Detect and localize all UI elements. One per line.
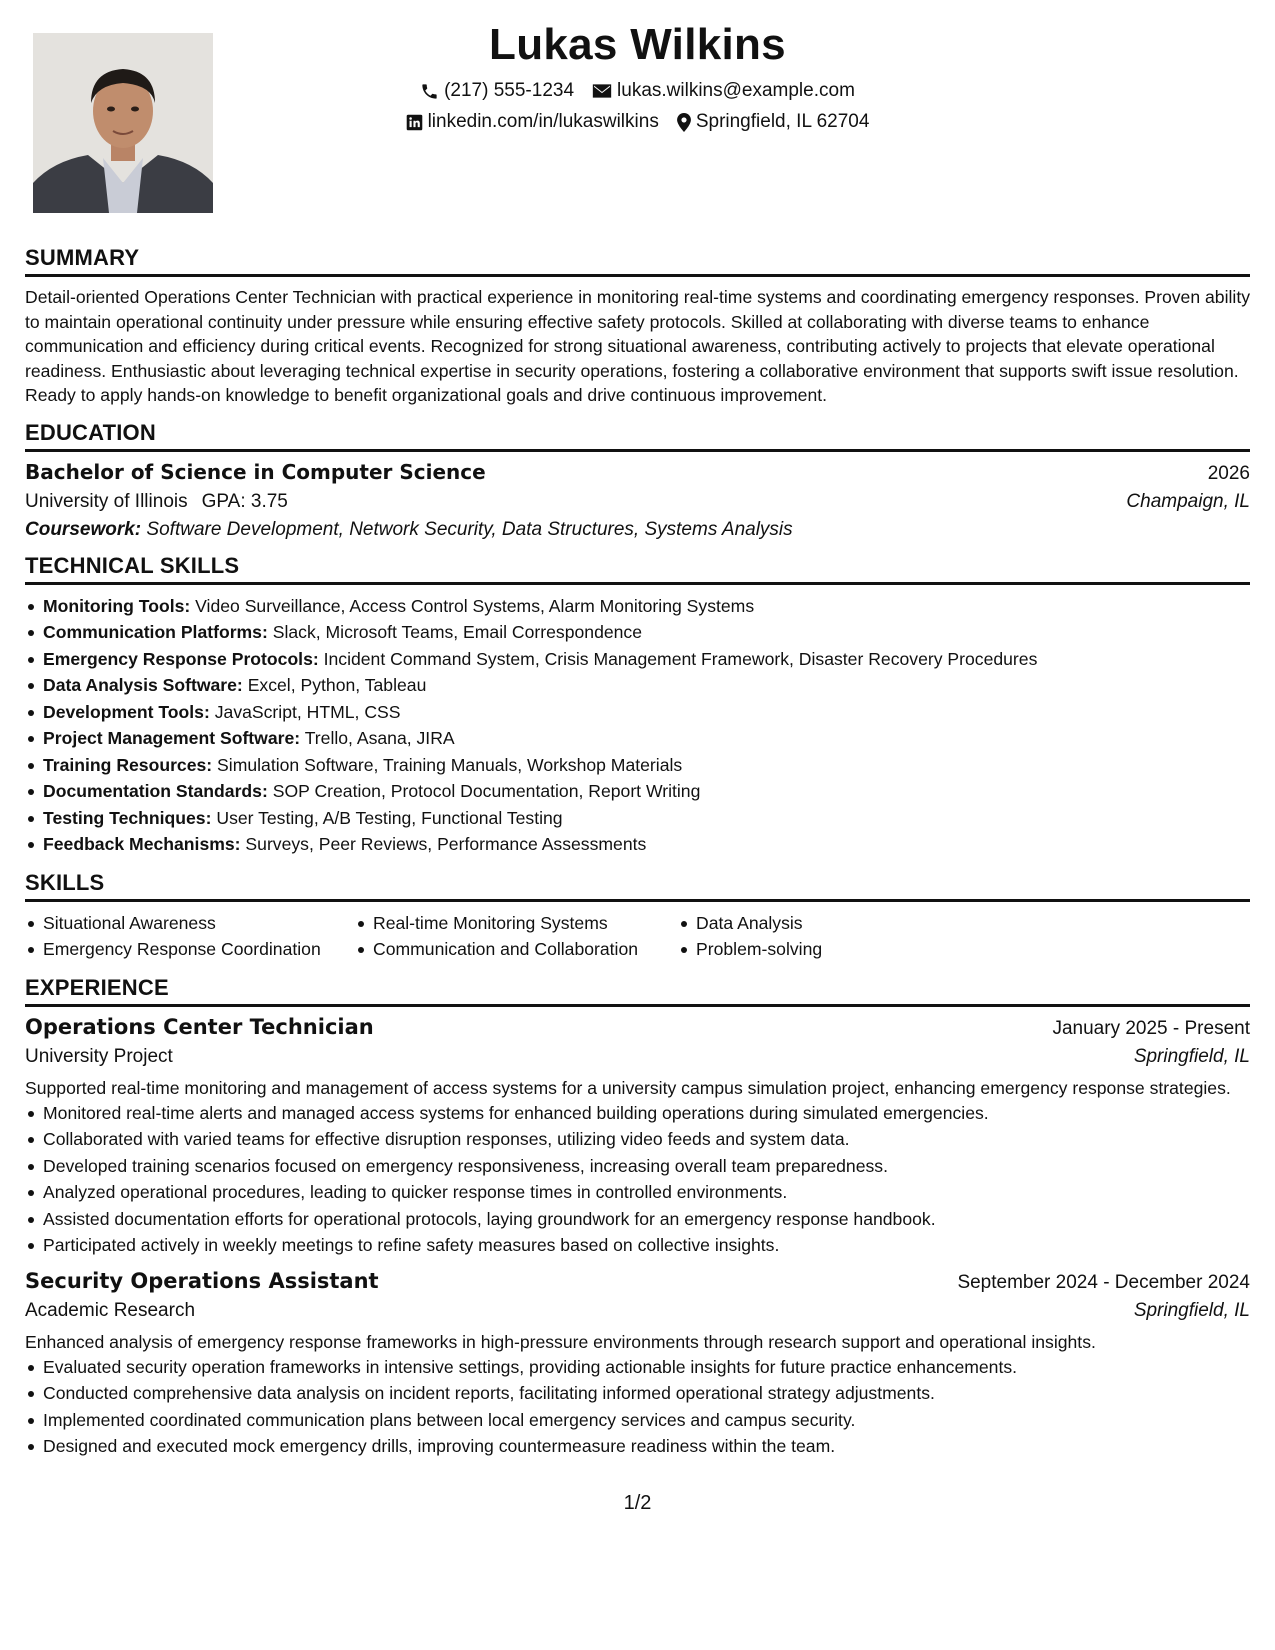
list-item — [25, 725, 1250, 752]
job-description: Enhanced analysis of emergency response frameworks in high-pressure environments through research support and operational insights. — [25, 1331, 1096, 1352]
skill-value: Trello, Asana, JIRA — [304, 728, 455, 748]
skill-label: Data Analysis Software: — [43, 675, 243, 695]
job-header — [25, 1015, 1250, 1040]
list-item — [25, 646, 1250, 673]
skill-value: Excel, Python, Tableau — [247, 675, 427, 695]
graduation-year: 2026 — [1207, 462, 1250, 484]
skill-label: Documentation Standards: — [43, 781, 268, 801]
skill-value: SOP Creation, Protocol Documentation, Report Writing — [272, 781, 701, 801]
list-item: Collaborated with varied teams for effective disruption responses, utilizing video feeds and system data. — [25, 1126, 1250, 1153]
education-row-2 — [25, 491, 1250, 513]
phone-text: (217) 555-1234 — [444, 80, 575, 101]
skills-section — [25, 870, 1250, 963]
list-item — [25, 699, 1250, 726]
list-item: Participated actively in weekly meetings to refine safety measures based on collective insights. — [25, 1232, 1250, 1259]
technical-skills-heading: TECHNICAL SKILLS — [25, 553, 1250, 585]
education-row-1 — [25, 460, 1250, 485]
list-item: Designed and executed mock emergency drills, improving countermeasure readiness within the team. — [25, 1433, 1250, 1460]
map-pin-icon — [677, 113, 691, 132]
contact-line-secondary — [0, 111, 1275, 133]
skill-value: User Testing, A/B Testing, Functional Testing — [216, 807, 563, 828]
contact-phone[interactable] — [420, 80, 574, 102]
skill-value: Simulation Software, Training Manuals, Workshop Materials — [217, 754, 683, 775]
job-org: Academic Research — [25, 1299, 196, 1321]
job-dates: January 2025 - Present — [1052, 1017, 1250, 1039]
list-item — [25, 593, 1250, 620]
job-title: Operations Center Technician — [25, 1014, 374, 1039]
technical-skills-list — [25, 593, 1250, 858]
coursework — [25, 519, 1250, 541]
list-item — [25, 831, 1250, 858]
skill-label: Training Resources: — [43, 754, 213, 775]
job-subheader — [25, 1046, 1250, 1068]
skill-item: Situational Awareness — [25, 910, 355, 937]
job-subheader — [25, 1300, 1250, 1322]
job-description: Supported real-time monitoring and management of access systems for a university campus simulation project, enhancing emergency response strategies. — [25, 1077, 1231, 1098]
list-item — [25, 778, 1250, 805]
skill-value: Slack, Microsoft Teams, Email Correspondence — [272, 622, 643, 642]
list-item — [25, 805, 1250, 832]
skill-label: Monitoring Tools: — [43, 595, 191, 616]
skill-label: Development Tools: — [43, 701, 210, 722]
job-entry — [25, 1269, 1250, 1460]
skill-value: Incident Command System, Crisis Management Framework, Disaster Recovery Procedures — [323, 648, 1038, 669]
linkedin-text: linkedin.com/in/lukaswilkins — [427, 111, 659, 132]
list-item — [25, 752, 1250, 779]
experience-heading: EXPERIENCE — [25, 975, 1250, 1007]
skill-label: Project Management Software: — [43, 728, 301, 748]
contact-location — [677, 111, 870, 133]
skill-label: Feedback Mechanisms: — [43, 834, 241, 854]
contact-email[interactable] — [592, 80, 855, 102]
page-indicator: 1/2 — [623, 1492, 652, 1514]
job-header — [25, 1269, 1250, 1294]
list-item: Assisted documentation efforts for operational protocols, laying groundwork for an emergency response handbook. — [25, 1206, 1250, 1233]
location-text: Springfield, IL 62704 — [695, 111, 870, 132]
list-item: Developed training scenarios focused on emergency responsiveness, increasing overall team preparedness. — [25, 1153, 1250, 1180]
school-location: Champaign, IL — [1126, 490, 1250, 512]
education-heading: EDUCATION — [25, 420, 1250, 452]
summary-section — [25, 245, 1250, 408]
gpa: GPA: 3.75 — [201, 490, 288, 512]
list-item: Conducted comprehensive data analysis on incident reports, facilitating informed operational strategy adjustments. — [25, 1380, 1250, 1407]
list-item — [25, 672, 1250, 699]
email-text: lukas.wilkins@example.com — [617, 80, 855, 101]
envelope-icon — [592, 83, 612, 99]
skill-item: Data Analysis — [678, 910, 978, 937]
education-section — [25, 420, 1250, 541]
list-item: Implemented coordinated communication plans between local emergency services and campus security. — [25, 1407, 1250, 1434]
skill-value: JavaScript, HTML, CSS — [214, 701, 401, 722]
coursework-list: Software Development, Network Security, Data Structures, Systems Analysis — [146, 518, 793, 540]
summary-heading: SUMMARY — [25, 245, 1250, 277]
school-info — [25, 491, 288, 513]
skill-item: Emergency Response Coordination — [25, 936, 355, 963]
resume-body — [25, 245, 1250, 1472]
contact-linkedin[interactable] — [406, 111, 659, 133]
list-item — [25, 619, 1250, 646]
linkedin-icon — [406, 114, 423, 131]
resume-header — [0, 0, 1275, 225]
job-entry — [25, 1015, 1250, 1259]
technical-skills-section — [25, 553, 1250, 858]
job-bullets — [25, 1354, 1250, 1460]
job-location: Springfield, IL — [1133, 1045, 1250, 1067]
job-org: University Project — [25, 1045, 173, 1067]
skill-label: Emergency Response Protocols: — [43, 648, 319, 669]
skills-grid — [25, 910, 1250, 963]
skills-heading: SKILLS — [25, 870, 1250, 902]
job-bullets — [25, 1100, 1250, 1259]
skill-value: Surveys, Peer Reviews, Performance Assessments — [245, 834, 647, 854]
phone-icon — [420, 82, 439, 101]
skill-value: Video Surveillance, Access Control Systems, Alarm Monitoring Systems — [195, 595, 755, 616]
list-item: Analyzed operational procedures, leading to quicker response times in controlled environments. — [25, 1179, 1250, 1206]
skill-label: Testing Techniques: — [43, 807, 212, 828]
degree: Bachelor of Science in Computer Science — [25, 459, 486, 484]
job-dates: September 2024 - December 2024 — [957, 1271, 1250, 1293]
job-title: Security Operations Assistant — [25, 1268, 379, 1293]
candidate-name: Lukas Wilkins — [489, 20, 786, 69]
list-item: Evaluated security operation frameworks in intensive settings, providing actionable insights for future practice enhancements. — [25, 1354, 1250, 1381]
school-name: University of Illinois — [25, 490, 188, 512]
skill-item: Real-time Monitoring Systems — [355, 910, 678, 937]
skill-label: Communication Platforms: — [43, 622, 268, 642]
summary-text: Detail-oriented Operations Center Technician with practical experience in monitoring real-time systems and coordinating emergency responses. Proven ability to maintain operational continuity under pressure while ensuring effective safety protocols. Skilled at collaborating with diverse teams to enhance communication and efficiency during critical events. Recognized for strong situational awareness, contributing actively to projects that elevate operational readiness. Enthusiastic about leveraging technical expertise in security operations, fostering a collaborative environment that supports swift issue resolution. Ready to apply hands-on knowledge to benefit organizational goals and drive continuous improvement. — [25, 287, 1250, 405]
coursework-label: Coursework: — [25, 518, 142, 540]
experience-section — [25, 975, 1250, 1460]
skill-item: Communication and Collaboration — [355, 936, 678, 963]
job-location: Springfield, IL — [1133, 1299, 1250, 1321]
contact-line-primary — [0, 80, 1275, 102]
list-item: Monitored real-time alerts and managed access systems for enhanced building operations during simulated emergencies. — [25, 1100, 1250, 1127]
skill-item: Problem-solving — [678, 936, 978, 963]
